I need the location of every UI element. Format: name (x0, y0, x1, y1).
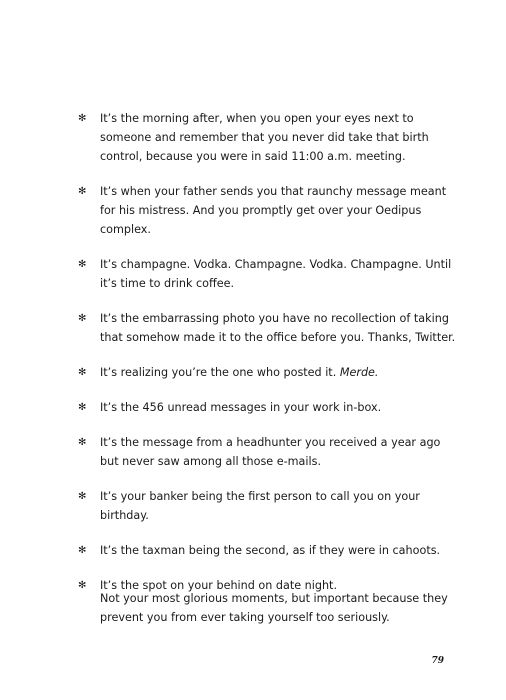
list-item (78, 433, 458, 471)
asterisk-bullet-icon: ✻ (78, 580, 87, 591)
list-item (78, 398, 458, 417)
asterisk-bullet-icon: ✻ (78, 113, 87, 124)
asterisk-bullet-icon: ✻ (78, 545, 87, 556)
list-item-text: It’s champagne. Vodka. Champagne. Vodka. Champagne. Until it’s time to drink coffee. (100, 258, 452, 290)
asterisk-bullet-icon: ✻ (78, 313, 87, 324)
asterisk-bullet-icon: ✻ (78, 259, 87, 270)
list-item-text: It’s realizing you’re the one who posted it. (100, 366, 340, 379)
bullet-list (78, 109, 458, 611)
asterisk-bullet-icon: ✻ (78, 186, 87, 197)
list-item-text: It’s your banker being the first person to call you on your birthday. (100, 490, 420, 522)
list-item-text: It’s when your father sends you that raunchy message meant for his mistress. And you promptly get over your Oedipus complex. (100, 185, 447, 236)
list-item (78, 487, 458, 525)
list-item-text: It’s the message from a headhunter you received a year ago but never saw among all those e-mails. (100, 436, 441, 468)
list-item-text: It’s the taxman being the second, as if they were in cahoots. (100, 544, 441, 557)
list-item-text: It’s the embarrassing photo you have no recollection of taking that somehow made it to the office before you. Thanks, Twitter. (100, 312, 456, 344)
list-item-text: It’s the morning after, when you open your eyes next to someone and remember that you never did take that birth control, because you were in said 11:00 a.m. meeting. (100, 112, 429, 163)
list-item-emphasis: Merde. (339, 366, 379, 379)
list-item (78, 109, 458, 166)
list-item (78, 541, 458, 560)
list-item (78, 309, 458, 347)
list-item (78, 255, 458, 293)
asterisk-bullet-icon: ✻ (78, 367, 87, 378)
list-item (78, 182, 458, 239)
asterisk-bullet-icon: ✻ (78, 437, 87, 448)
asterisk-bullet-icon: ✻ (78, 491, 87, 502)
list-item-text: It’s the 456 unread messages in your work in-box. (100, 401, 382, 414)
closing-paragraph: Not your most glorious moments, but important because they prevent you from ever taking yourself too seriously. (100, 592, 448, 624)
list-item (78, 363, 458, 382)
page-number: 79 (431, 656, 444, 666)
asterisk-bullet-icon: ✻ (78, 402, 87, 413)
list-item-text: It’s the spot on your behind on date night. (100, 579, 338, 592)
